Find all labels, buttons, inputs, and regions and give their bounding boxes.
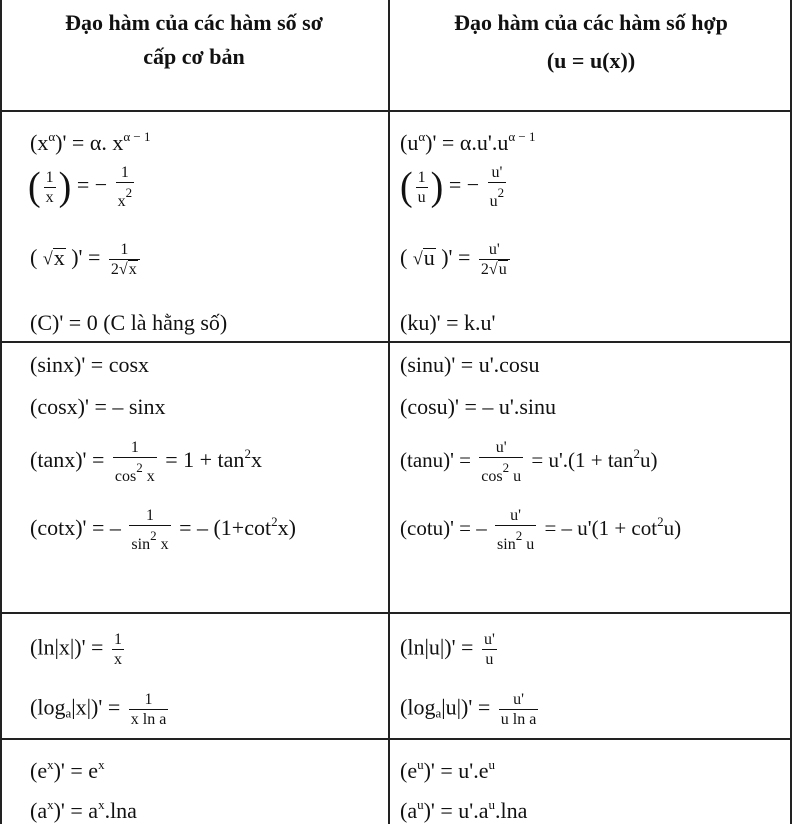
formula-reciprocal-composite: ( $\frac{1}{u}$ ) = − $\frac{u'}{u^2}$	[400, 164, 505, 210]
formula-exp-e-composite: $(e^u)' = u'.e^u$	[400, 757, 496, 783]
formula-sqrt-composite: ( √u )' = $\frac{u'}{2√u}$	[400, 240, 513, 279]
table-divider-middle	[388, 0, 390, 824]
formula-log: $(\log_a|x|)'$ = $\frac{1}{\text{x ln a}}$	[30, 691, 167, 728]
formula-power: $(x^\alpha)' = \alpha$. $x^{\alpha - 1}$	[30, 129, 151, 155]
formula-constant: (C)' = 0 (C là hằng số)	[30, 310, 228, 335]
formula-cos: (cosx)' = – sinx	[30, 394, 166, 419]
header-composite	[390, 0, 792, 116]
row-divider	[0, 341, 792, 343]
header-line: Đạo hàm của các hàm số sơ	[65, 10, 323, 35]
formula-power-composite: $(u^\alpha)' = \alpha.u'.u^{\alpha - 1}$	[400, 129, 536, 155]
formula-log-composite: $(\log_a|u|)'$ = $\frac{u'}{\text{u ln a}}$	[400, 691, 537, 728]
row-divider	[0, 612, 792, 614]
formula-exp-a: $(a^x)' = a^x.\ln a$	[30, 797, 137, 823]
header-line: (u = u(x))	[546, 48, 636, 73]
table-border-left	[0, 0, 2, 824]
formula-cot: (cotx)' = – $\frac{1}{\sin^2 x}$ = – $(1+\cot^2x)$	[30, 507, 296, 553]
formula-constant-composite: (ku)' = k.u'	[400, 310, 496, 335]
formula-tan-composite: (tanu)' = $\frac{u'}{\cos^2 u}$ = $u'.(1 + \tan^2u)$	[400, 439, 658, 485]
header-line: Đạo hàm của các hàm số hợp	[454, 10, 728, 35]
formula-sqrt: ( √x )' = $\frac{1}{2√x}$	[30, 240, 143, 279]
formula-sin-composite: (sinu)' = u'.cosu	[400, 352, 540, 377]
formula-sin: (sinx)' = cosx	[30, 352, 150, 377]
formula-tan: (tanx)' = $\frac{1}{\cos^2 x}$ = $1 + \tan^2x$	[30, 439, 262, 485]
formula-exp-e: $(e^x)' = e^x$	[30, 757, 105, 783]
header-basic	[0, 0, 388, 116]
formula-cos-composite: (cosu)' = – u'.sinu	[400, 394, 556, 419]
header-line: cấp cơ bản	[143, 44, 245, 69]
row-divider	[0, 738, 792, 740]
formula-exp-a-composite: $(a^u)' = u'.a^u.\ln a$	[400, 797, 528, 823]
formula-reciprocal: ( $\frac{1}{x}$ ) = − $\frac{1}{x^2}$	[28, 164, 133, 210]
formula-ln-composite: (ln|u|)' = $\frac{u'}{u}$	[400, 631, 495, 668]
formula-cot-composite: (cotu)' = – $\frac{u'}{\sin^2 u}$ = – $u'(1 + \cot^2u)$	[400, 507, 682, 553]
formula-ln: (ln|x|)' = $\frac{1}{x}$	[30, 631, 122, 668]
